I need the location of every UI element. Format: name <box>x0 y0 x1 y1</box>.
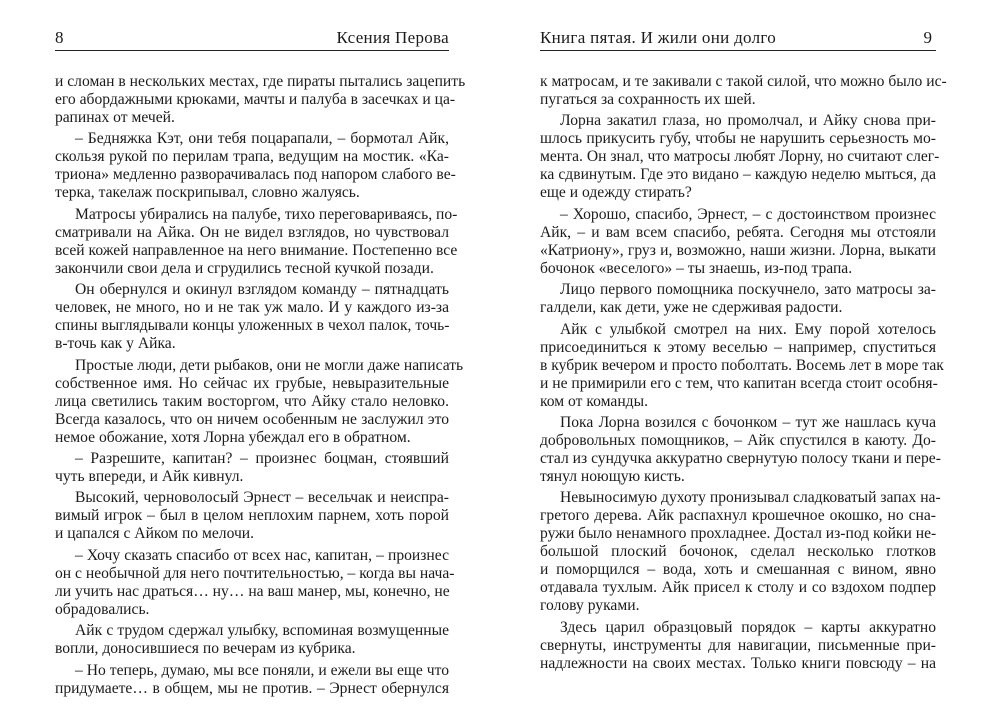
text-line: Он обернулся и окинул взглядом команду – пятнадцать <box>75 281 449 299</box>
text-line: большой плоский бочонок, сделал несколько глотков <box>540 543 936 561</box>
text-line: голову руками. <box>540 597 640 615</box>
text-line: галдели, как дети, уже не сдерживая радости. <box>540 299 843 317</box>
text-line: Невыносимую духоту пронизывал сладковатый запах на- <box>560 489 941 507</box>
text-line: ка сдвинутым. Где это видано – каждую неделю мыться, да <box>540 166 936 184</box>
text-line: Матросы убирались на палубе, тихо переговариваясь, по- <box>75 205 458 223</box>
text-line: и цапался с Айком по мелочи. <box>55 525 255 543</box>
text-line: и сломан в нескольких местах, где пираты пытались зацепить <box>55 73 466 90</box>
text-line: Айк, – и вам всем спасибо, ребята. Сегодня мы отстояли <box>540 223 936 241</box>
text-line: скользя рукой по перилам трапа, ведущим на мостик. «Ка- <box>55 148 449 166</box>
text-line: и поморщился – вода, хоть и смешанная с вином, явно <box>540 561 936 579</box>
text-line: немое обожание, хотя Лорна убеждал его в обратном. <box>55 428 411 446</box>
text-line: собственное имя. Но сейчас их грубые, невыразительные <box>55 374 449 392</box>
text-line: в-точь как у Айка. <box>55 335 176 353</box>
text-line: обрадовались. <box>55 600 150 618</box>
text-line: его абордажными крюками, мачты и палуба в засечках и ца- <box>55 91 456 108</box>
text-line: «Катриону», груз и, возможно, наши жизни. Лорна, выкати <box>540 241 936 259</box>
text-line: он с необычной для него почтительностью, – когда вы нача- <box>55 564 455 582</box>
page-body-text <box>55 73 466 698</box>
text-line: тянул ноющую кисть. <box>540 467 685 485</box>
text-line: мента. Он знал, что матросы любят Лорну, но считают слег- <box>540 148 940 166</box>
text-line: рапинах от мечей. <box>55 109 175 126</box>
text-line: свернуты, инструменты для навигации, письменные при- <box>540 636 936 654</box>
text-line: сматривали на Айка. Он не видел взглядов, но чувствовал <box>55 223 449 241</box>
author-name: Ксения Перова <box>336 28 449 47</box>
text-line: – Разрешите, капитан? – произнес боцман, стоявший <box>75 449 449 467</box>
text-line: Айк с улыбкой смотрел на них. Ему порой хотелось <box>560 320 936 338</box>
running-header <box>55 26 449 51</box>
text-line: надлежности на своих местах. Только книги повсюду – на <box>540 654 936 672</box>
text-line: – Но теперь, думаю, мы все поняли, и ежели вы еще что <box>75 661 449 679</box>
text-line: Здесь царил образцовый порядок – карты аккуратно <box>560 618 936 636</box>
text-line: ком от команды. <box>540 392 648 410</box>
text-line: и не примирили его с тем, что капитан всегда стоит особня- <box>540 374 938 392</box>
text-line: спины выглядывали концы уложенных в чехол палок, точь- <box>55 317 450 335</box>
text-line: триона» медленно разворачивалась под напором слабого ве- <box>55 166 456 184</box>
text-line: в кубрик вечером и просто поболтать. Восемь лет в море так <box>540 356 944 374</box>
text-line: Высокий, черноволосый Эрнест – весельчак и неиспра- <box>75 489 449 507</box>
text-line: терка, такелаж поскрипывал, словно жалуясь. <box>55 184 360 202</box>
text-line: еще и одежду стирать? <box>540 184 692 202</box>
text-line: шлось прикусить губу, чтобы не нарушить серьезность мо- <box>540 130 936 148</box>
right-page <box>540 0 947 728</box>
chapter-title: Книга пятая. И жили они долго <box>540 28 777 47</box>
text-line: стал из сундучка аккуратно свернутую полосу ткани и пере- <box>540 449 941 467</box>
text-line: гретого дерева. Айк распахнул крошечное окошко, но сна- <box>540 507 936 525</box>
text-line: бочонок «веселого» – ты знаешь, из-под трапа. <box>540 259 853 277</box>
text-line: – Бедняжка Кэт, они тебя поцарапали, – бормотал Айк, <box>75 130 449 148</box>
text-line: пугаться за сохранность их шей. <box>540 91 756 108</box>
text-line: Лорна закатил глаза, но промолчал, и Айку снова при- <box>560 112 936 130</box>
text-line: лица светились таким восторгом, что Айку стало неловко. <box>55 392 449 410</box>
text-line: Лицо первого помощника поскучнело, зато матросы за- <box>560 281 936 299</box>
left-page <box>55 0 466 728</box>
text-line: – Хочу сказать спасибо от всех нас, капитан, – произнес <box>75 546 449 564</box>
text-line: присоединиться к этому веселью – например, спуститься <box>540 338 936 356</box>
text-line: вимый игрок – был в целом неплохим парнем, хоть порой <box>55 507 449 525</box>
text-line: человек, не много, но и не так уж мало. И у каждого из-за <box>55 299 449 317</box>
text-line: Пока Лорна возился с бочонком – тут же нашлась куча <box>560 413 936 431</box>
text-line: ли учить нас драться… ну… на ваш манер, мы, конечно, не <box>55 582 450 600</box>
text-line: – Хорошо, спасибо, Эрнест, – с достоинством произнес <box>560 205 936 223</box>
text-line: Всегда казалось, что он ничем особенным не заслужил это <box>55 410 449 428</box>
text-line: чуть впереди, и Айк кивнул. <box>55 467 244 485</box>
text-line: закончили свои дела и сгрудились тесной кучкой позади. <box>55 259 434 277</box>
running-header <box>540 26 936 51</box>
text-line: всей кожей направленное на него внимание. Постепенно все <box>55 241 458 259</box>
text-line: Айк с трудом сдержал улыбку, вспоминая возмущенные <box>75 622 449 640</box>
text-line: отдавала тухлым. Айк присел к столу и со вздохом подпер <box>540 579 936 597</box>
page-number: 8 <box>55 28 64 47</box>
text-line: придумаете… в общем, мы не против. – Эрнест обернулся <box>55 679 449 697</box>
text-line: к матросам, и те закивали с такой силой, что можно было ис- <box>540 73 947 90</box>
page-number: 9 <box>923 28 932 47</box>
text-line: Простые люди, дети рыбаков, они не могли даже написать <box>75 356 464 374</box>
text-line: вопли, доносившиеся по вечерам из кубрика. <box>55 640 356 658</box>
page-body-text <box>540 73 947 673</box>
text-line: добровольных помощников, – Айк спустился в каюту. До- <box>540 431 936 449</box>
text-line: ружи было ненамного прохладнее. Достал из-под койки не- <box>540 525 937 543</box>
